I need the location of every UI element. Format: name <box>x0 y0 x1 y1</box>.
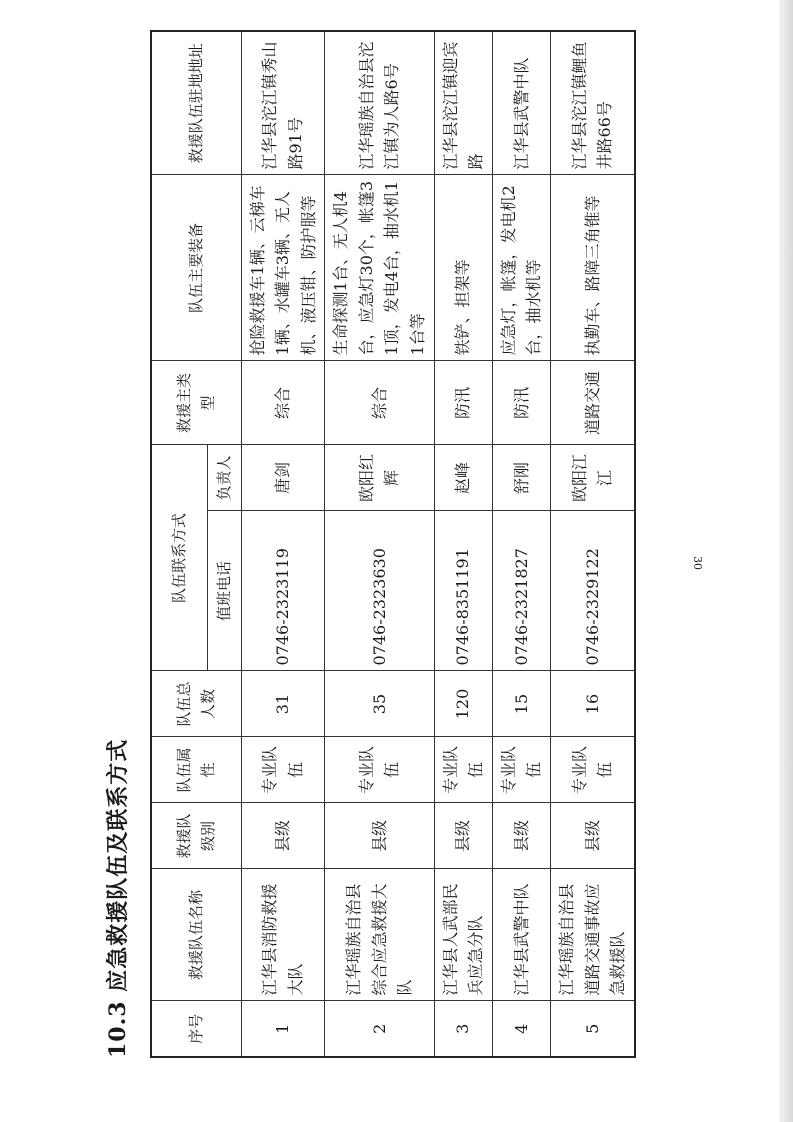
cell-name: 江华县人武部民兵应急分队 <box>434 869 492 1001</box>
header-person: 负责人 <box>207 445 241 511</box>
cell-total: 35 <box>325 671 434 737</box>
cell-seq: 1 <box>241 1001 325 1057</box>
cell-name: 江华瑶族自治县道路交通事故应急救援队 <box>551 869 635 1001</box>
cell-address: 江华县沱江镇秀山路91号 <box>241 31 325 175</box>
cell-seq: 5 <box>551 1001 635 1057</box>
cell-address: 江华瑶族自治县沱江镇为人路6号 <box>325 31 434 175</box>
cell-equipment: 生命探测1台、无人机4台，应急灯30个，帐篷31顶，发电4台，抽水机11台等 <box>325 175 434 361</box>
cell-seq: 2 <box>325 1001 434 1057</box>
scan-edge-shadow <box>779 0 793 1122</box>
header-contact: 队伍联系方式 <box>151 445 207 671</box>
cell-seq: 3 <box>434 1001 492 1057</box>
table-row <box>551 31 635 1057</box>
cell-person: 唐剑 <box>241 445 325 511</box>
header-address: 救援队伍驻地地址 <box>151 31 241 175</box>
cell-phone: 0746-2323119 <box>241 511 325 671</box>
header-type: 救援主类型 <box>151 361 241 445</box>
cell-name: 江华县消防救援大队 <box>241 869 325 1001</box>
header-seq: 序号 <box>151 1001 241 1057</box>
section-title: 10.3 应急救援队伍及联系方式 <box>105 738 131 1058</box>
cell-person: 欧阳红辉 <box>325 445 434 511</box>
cell-attribute: 专业队伍 <box>241 737 325 803</box>
cell-total: 16 <box>551 671 635 737</box>
header-attribute: 队伍属性 <box>151 737 241 803</box>
header-phone: 值班电话 <box>207 511 241 671</box>
cell-level: 县级 <box>241 803 325 869</box>
cell-seq: 4 <box>492 1001 550 1057</box>
cell-address: 江华县沱江镇鲤鱼井路66号 <box>551 31 635 175</box>
header-name: 救援队伍名称 <box>151 869 241 1001</box>
cell-phone: 0746-2321827 <box>492 511 550 671</box>
table-row <box>492 31 550 1057</box>
cell-equipment: 抢险救援车1辆、云梯车1辆、水罐车3辆、无人机、液压钳、防护服等 <box>241 175 325 361</box>
cell-attribute: 专业队伍 <box>492 737 550 803</box>
cell-name: 江华县武警中队 <box>492 869 550 1001</box>
cell-equipment: 应急灯，帐篷，发电机2台，抽水机等 <box>492 175 550 361</box>
cell-address: 江华县沱江镇迎宾路 <box>434 31 492 175</box>
cell-address: 江华县武警中队 <box>492 31 550 175</box>
table-row <box>325 31 434 1057</box>
cell-total: 15 <box>492 671 550 737</box>
cell-name: 江华瑶族自治县综合应急救援大队 <box>325 869 434 1001</box>
header-row <box>151 31 207 1057</box>
cell-person: 赵峰 <box>434 445 492 511</box>
cell-total: 31 <box>241 671 325 737</box>
cell-person: 舒刚 <box>492 445 550 511</box>
cell-level: 县级 <box>551 803 635 869</box>
cell-attribute: 专业队伍 <box>434 737 492 803</box>
cell-type: 防汛 <box>434 361 492 445</box>
header-total: 队伍总人数 <box>151 671 241 737</box>
cell-level: 县级 <box>434 803 492 869</box>
cell-total: 120 <box>434 671 492 737</box>
header-level: 救援队级别 <box>151 803 241 869</box>
cell-level: 县级 <box>492 803 550 869</box>
cell-attribute: 专业队伍 <box>325 737 434 803</box>
header-equipment: 队伍主要装备 <box>151 175 241 361</box>
cell-equipment: 铁铲、担架等 <box>434 175 492 361</box>
rescue-team-table <box>150 30 636 1058</box>
page-number: 30 <box>691 556 704 570</box>
cell-phone: 0746-8351191 <box>434 511 492 671</box>
cell-level: 县级 <box>325 803 434 869</box>
table-row <box>241 31 325 1057</box>
cell-type: 综合 <box>325 361 434 445</box>
cell-type: 综合 <box>241 361 325 445</box>
cell-person: 欧阳江江 <box>551 445 635 511</box>
cell-phone: 0746-2329122 <box>551 511 635 671</box>
table-row <box>434 31 492 1057</box>
cell-equipment: 执勤车、路障三角锥等 <box>551 175 635 361</box>
cell-type: 防汛 <box>492 361 550 445</box>
cell-type: 道路交通 <box>551 361 635 445</box>
cell-attribute: 专业队伍 <box>551 737 635 803</box>
cell-phone: 0746-2323630 <box>325 511 434 671</box>
rotated-page-content <box>100 41 640 1058</box>
